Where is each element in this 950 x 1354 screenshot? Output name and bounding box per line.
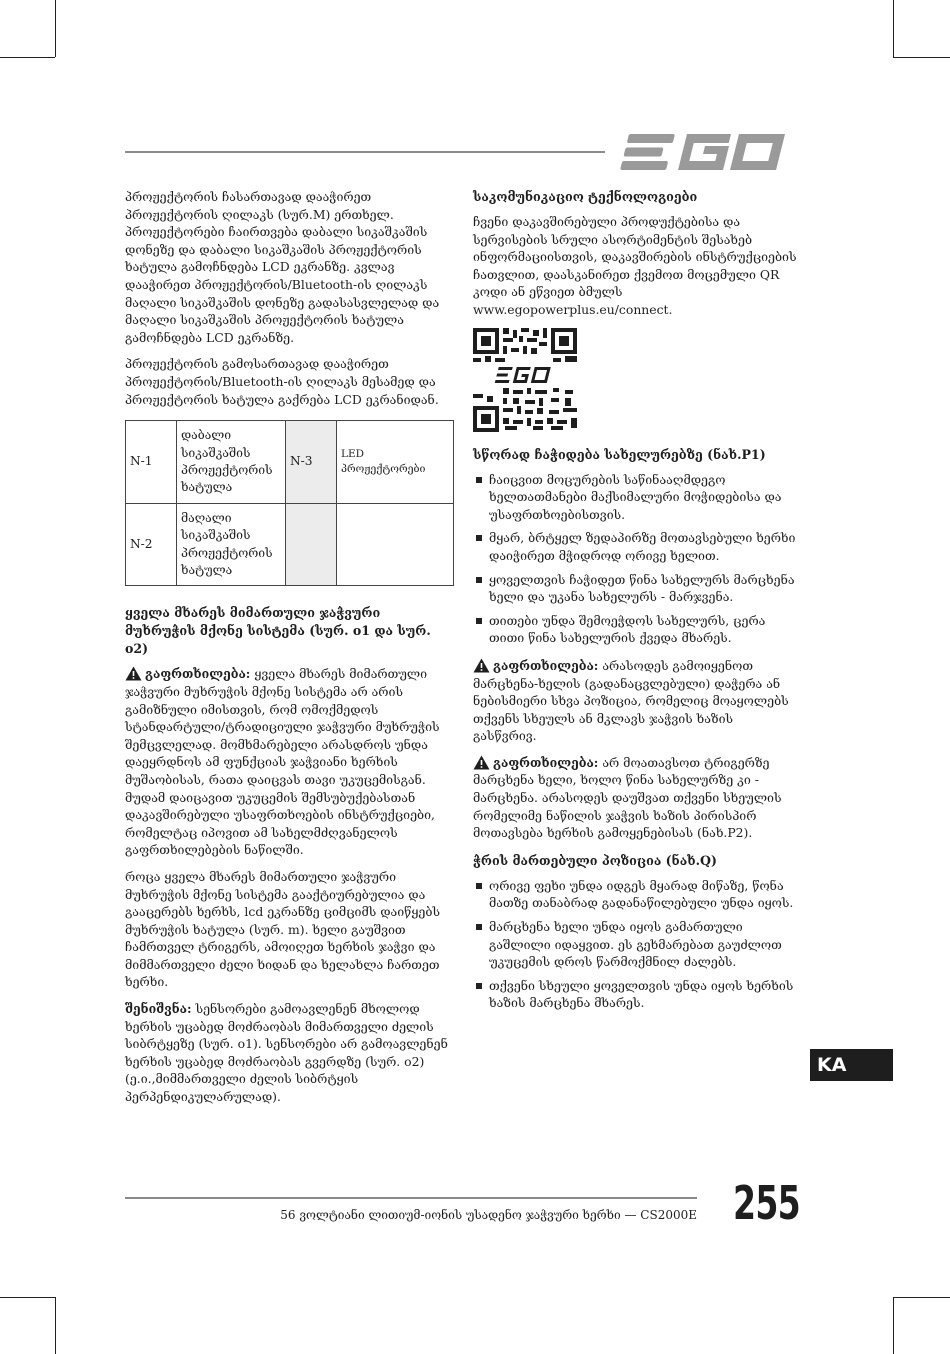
- note-text: სენსორები გამოავლენენ მხოლოდ ხერხის უცაბედ მოძრაობას მიმართველი ძელის სიბრტყეზე (სურ. o1). სენსორები არ გამოავლენენ ხერხის უცაბედ მოძრაობას გვერდზე (სურ. o2) (ე.ი.,მიმმართველი ძელის სიბრტყის პერპენდიკულარულად).: [125, 1001, 448, 1105]
- crop-mark: [0, 57, 55, 58]
- list-item: მარცხენა ხელი უნდა იყოს გამართული გაშლილი იდაყვით. ეს გეხმარებათ გაუძლოთ უკუცემის დროს წარმოქმნილ ძალებს.: [473, 918, 798, 971]
- table-cell: LED პროჟექტორები: [337, 421, 454, 504]
- stance-list: [473, 877, 798, 1012]
- list-item: თითები უნდა შემოეჭდოს სახელურს, ცერა თითი წინა სახელურის ქვედა მხარეს.: [473, 612, 798, 647]
- warning-triangle-icon: [125, 666, 142, 681]
- crop-mark: [55, 0, 56, 57]
- crop-mark: [893, 0, 894, 57]
- footer-title: 56 ვოლტიანი ლითიუმ-იონის უსადენო ჯაჭვური ხერხი — CS2000E: [280, 1208, 697, 1222]
- paragraph-floodlight-on: პროჟექტორის ჩასართავად დააჭირეთ პროჟექტორის ღილაკს (სურ.M) ერთხელ. პროჟექტორები ჩაირთვება დაბალი სიკაშკაშის დონეზე და დაბალი სიკაშკაშის პროჟექტორის ხატულა გამოჩნდება LCD ეკრანზე. კვლავ დააჭირეთ პროჟექტორის/Bluetooth-ის ღილაკს მაღალი სიკაშკაშის დონეზე გადასასვლელად და მაღალი სიკაშკაშის პროჟექტორის ხატულა გამოჩნდება LCD ეკრანზე.: [125, 189, 440, 345]
- crop-mark: [55, 1297, 56, 1354]
- warning-triangle-icon: [473, 755, 490, 770]
- right-column: [473, 188, 798, 1022]
- page-number: 255: [733, 1176, 800, 1230]
- section-heading-stance: ჭრის მართებული პოზიცია (ნახ.Q): [473, 852, 717, 868]
- footer-rule: [125, 1197, 697, 1199]
- warning-grip: [473, 657, 798, 745]
- warning-text: ყველა მხარეს მიმართული ჯაჭვური მუხრუჭის მქონე სისტემა არ არის გამიზნული იმისთვის, რომ ომოქმედოს სტანდარტული/ტრადიციული ჯაჭვური მუხრუჭის შემცვლელად. მომხმარებელი არასდროს უნდა დაეყრდნოს ამ ფუნქციას ჯაჭვიანი ხერხის მუშაობისას, რათა დაიცვას თავი უკუცემისგან. მუდამ დაიცავით უკუცემის შემსუბუქებასთან დაკავშირებული უსაფრთხოების ინსტრუქციები, რომელტაც იპოვით ამ სახელმძღვანელოს გაფრთხილებების ნაწილში.: [125, 666, 440, 858]
- table-cell: დაბალი სიკაშკაშის პროჟექტორის ხატულა: [177, 421, 286, 504]
- crop-mark: [0, 1297, 55, 1298]
- paragraph-brake-activation: როცა ყველა მხარეს მიმართული ჯაჭვური მუხრუჭის მქონე სისტემა გააქტიურებულია და გააცერებს ხერხს, lcd ეკრანზე ციმციმს დაიწყებს მუხრუჭის ხატულა (სურ. m). ხელი გაუშვით ჩამრთველ ტრიგერს, ამოიღეთ ხერხის ჯაჭვი და მიმმართველი ძელი ხიდან და ხელახლა ჩართეთ ხერხი.: [125, 868, 440, 990]
- crop-mark: [893, 1297, 950, 1298]
- language-badge: KA: [810, 1049, 893, 1081]
- warning-trigger: [473, 754, 798, 842]
- table-cell: მაღალი სიკაშკაშის პროჟექტორის ხატულა: [177, 503, 286, 586]
- warning-allround: [125, 665, 455, 859]
- list-item: თქვენი სხეული ყოველთვის უნდა იყოს ხერხის ხაზის მარცხენა მხარეს.: [473, 977, 798, 1012]
- paragraph-floodlight-off: პროჟექტორის გამოსართავად დააჭირეთ პროჟექტორის/Bluetooth-ის ღილაკს მესამედ და პროჟექტორის ხატულა გაქრება LCD ეკრანიდან.: [125, 356, 439, 407]
- list-item: ორივე ფეხი უნდა იდგეს მყარად მიწაზე, წონა მათზე თანაბრად გადანაწილებული უნდა იყოს.: [473, 877, 798, 912]
- grip-list: [473, 471, 798, 647]
- table-row: [126, 421, 454, 504]
- list-item: ჩაიცვით მოცურების საწინააღმდეგო ხელთათმანები მაქსიმალური მოჭიდებისა და უსაფრთხოებისთვის.: [473, 471, 798, 524]
- warning-text: არ მოათავსოთ ტრიგერზე მარცხენა ხელი, ხოლო წინა სახელურზე კი - მარცხენა. არასოდეს დაუშვათ თქვენი სხეულის რომელიმე ნაწილის ჯაჭვის ხაზის პირისპირ მოთავსება ხერხის გამოყენებისას (ნახ.P2).: [473, 754, 782, 841]
- crop-mark: [893, 1297, 894, 1354]
- list-item: ყოველთვის ჩაჭიდეთ წინა სახელურს მარცხენა ხელი და უკანა სახელურს - მარჯვენა.: [473, 571, 798, 606]
- table-cell-empty: [286, 503, 337, 586]
- section-heading-allround-brake: ყველა მხარეს მიმართული ჯაჭვური მუხრუჭის მქონე სისტემა (სურ. o1 და სურ. o2): [125, 605, 431, 657]
- header-rule: [125, 151, 605, 153]
- list-item: მყარ, ბრტყელ ზედაპირზე მოთავსებული ხერხი დაიჭირეთ მჭიდროდ ორივე ხელით.: [473, 529, 798, 564]
- warning-label: გაფრთხილება:: [493, 657, 599, 673]
- warning-label: გაფრთხილება:: [145, 666, 251, 682]
- warning-text: არასოდეს გამოიყენოთ მარცხენა-ხელის (გადანაცვლებული) დაჭერა ან ნებისმიერი სხვა პოზიცია, რომელიც მოაყოლებს თქვენს სხეულს ან მკლავს ჯაჭვის ხაზის გასწვრივ.: [473, 657, 789, 744]
- note: [125, 1000, 455, 1106]
- table-cell-empty: [337, 503, 454, 586]
- qr-code[interactable]: [473, 328, 577, 432]
- crop-mark: [893, 57, 950, 58]
- table-cell: N-1: [126, 421, 177, 504]
- table-cell: N-3: [286, 421, 337, 504]
- warning-triangle-icon: [473, 658, 490, 673]
- section-heading-communication: საკომუნიკაციო ტექნოლოგიები: [473, 189, 698, 204]
- table-row: [126, 503, 454, 586]
- section-heading-grip: სწორად ჩაჭიდება სახელურებზე (ნახ.P1): [473, 446, 766, 462]
- ego-logo: [616, 130, 800, 174]
- paragraph-communication: ჩვენი დაკავშირებული პროდუქტებისა და სერვისების სრული ასორტიმენტის შესახებ ინფორმაციისთვის, დაკავშირების ინსტრუქციების ჩათვლით, დაასკანირეთ ქვემოთ მოცემული QR კოდი ან ეწვიეთ ბმულს www.egopowerplus.eu/connect.: [473, 214, 797, 317]
- warning-label: გაფრთხილება:: [493, 754, 599, 770]
- left-column: [125, 188, 455, 1115]
- note-label: შენიშვნა:: [125, 1001, 192, 1017]
- table-cell: N-2: [126, 503, 177, 586]
- floodlight-icon-table: [125, 420, 454, 586]
